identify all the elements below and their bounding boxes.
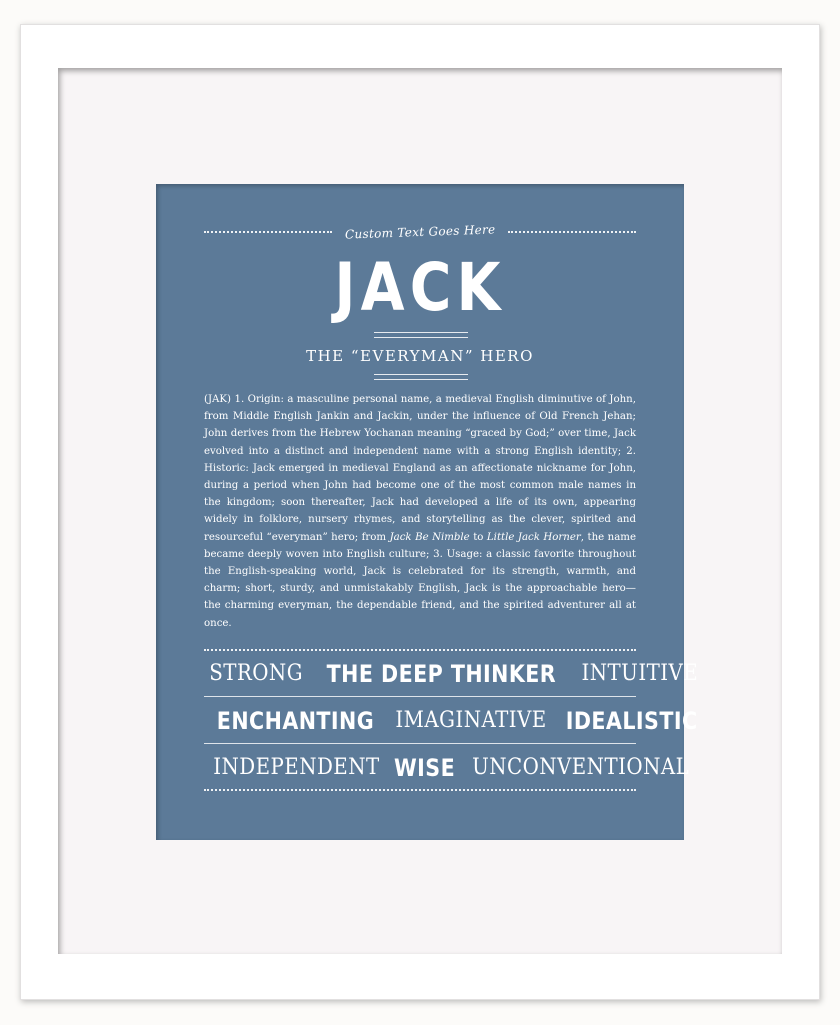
- tagline-rule-bottom-2: [374, 379, 468, 380]
- traits-divider-2: [204, 743, 636, 744]
- trait-wise: WISE: [393, 754, 455, 782]
- trait-unconventional: UNCONVENTIONAL: [472, 755, 690, 780]
- trait-enchanting: ENCHANTING: [216, 707, 375, 735]
- trait-the-deep-thinker: THE DEEP THINKER: [326, 660, 557, 688]
- left-dotted-divider: [204, 231, 332, 233]
- title-jack-be-nimble: Jack Be Nimble: [389, 531, 470, 543]
- trait-intuitive: INTUITIVE: [581, 661, 699, 686]
- trait-row-3: [204, 751, 690, 785]
- traits-top-dotted-divider: [204, 649, 636, 651]
- traits-divider-1: [204, 696, 636, 697]
- name-title: JACK: [334, 249, 506, 326]
- custom-text: Custom Text Goes Here: [344, 222, 496, 242]
- tagline-rule-bottom-1: [374, 374, 468, 375]
- definition-connector: to: [473, 531, 484, 543]
- trait-independent: INDEPENDENT: [213, 755, 380, 780]
- traits-bottom-dotted-divider: [204, 789, 636, 791]
- trait-strong: STRONG: [209, 661, 303, 686]
- name-print: [156, 184, 699, 840]
- tagline-rule-top-2: [374, 337, 468, 338]
- trait-row-1: [204, 657, 699, 691]
- header-row: [204, 222, 636, 242]
- name-definition: [204, 391, 636, 632]
- trait-row-2: [204, 704, 698, 738]
- right-dotted-divider: [508, 231, 636, 233]
- tagline: THE “EVERYMAN” HERO: [306, 347, 534, 365]
- trait-imaginative: IMAGINATIVE: [395, 708, 547, 733]
- definition-part-2: , the name became deeply woven into English culture; 3. Usage: a classic favorite throughout the English-speaking world, Jack is celebrated for its strength, warmth, and charm; short, sturdy, and unmistakably English, Jack is the approachable hero—the charming everyman, the dependable friend, and the spirited adventurer all at once.: [204, 531, 636, 629]
- tagline-rule-top-1: [374, 332, 468, 333]
- title-little-jack-horner: Little Jack Horner: [486, 531, 581, 543]
- pronunciation: (JAK): [204, 394, 232, 405]
- trait-idealistic: IDEALISTIC: [565, 707, 698, 735]
- definition-part-1: 1. Origin: a masculine personal name, a medieval English diminutive of John, from Middle English Jankin and Jackin, under the influence of Old French Jehan; John derives from the Hebrew Yochanan meaning “graced by God;” over time, Jack evolved into a distinct and independent name with a strong English identity; 2. Historic: Jack emerged in medieval England as an affectionate nickname for John, during a period when John had become one of the most common male names in the kingdom; soon thereafter, Jack had developed a life of its own, appearing widely in folklore, nursery rhymes, and storytelling as the clever, spirited and resourceful “everyman” hero; from: [204, 394, 636, 543]
